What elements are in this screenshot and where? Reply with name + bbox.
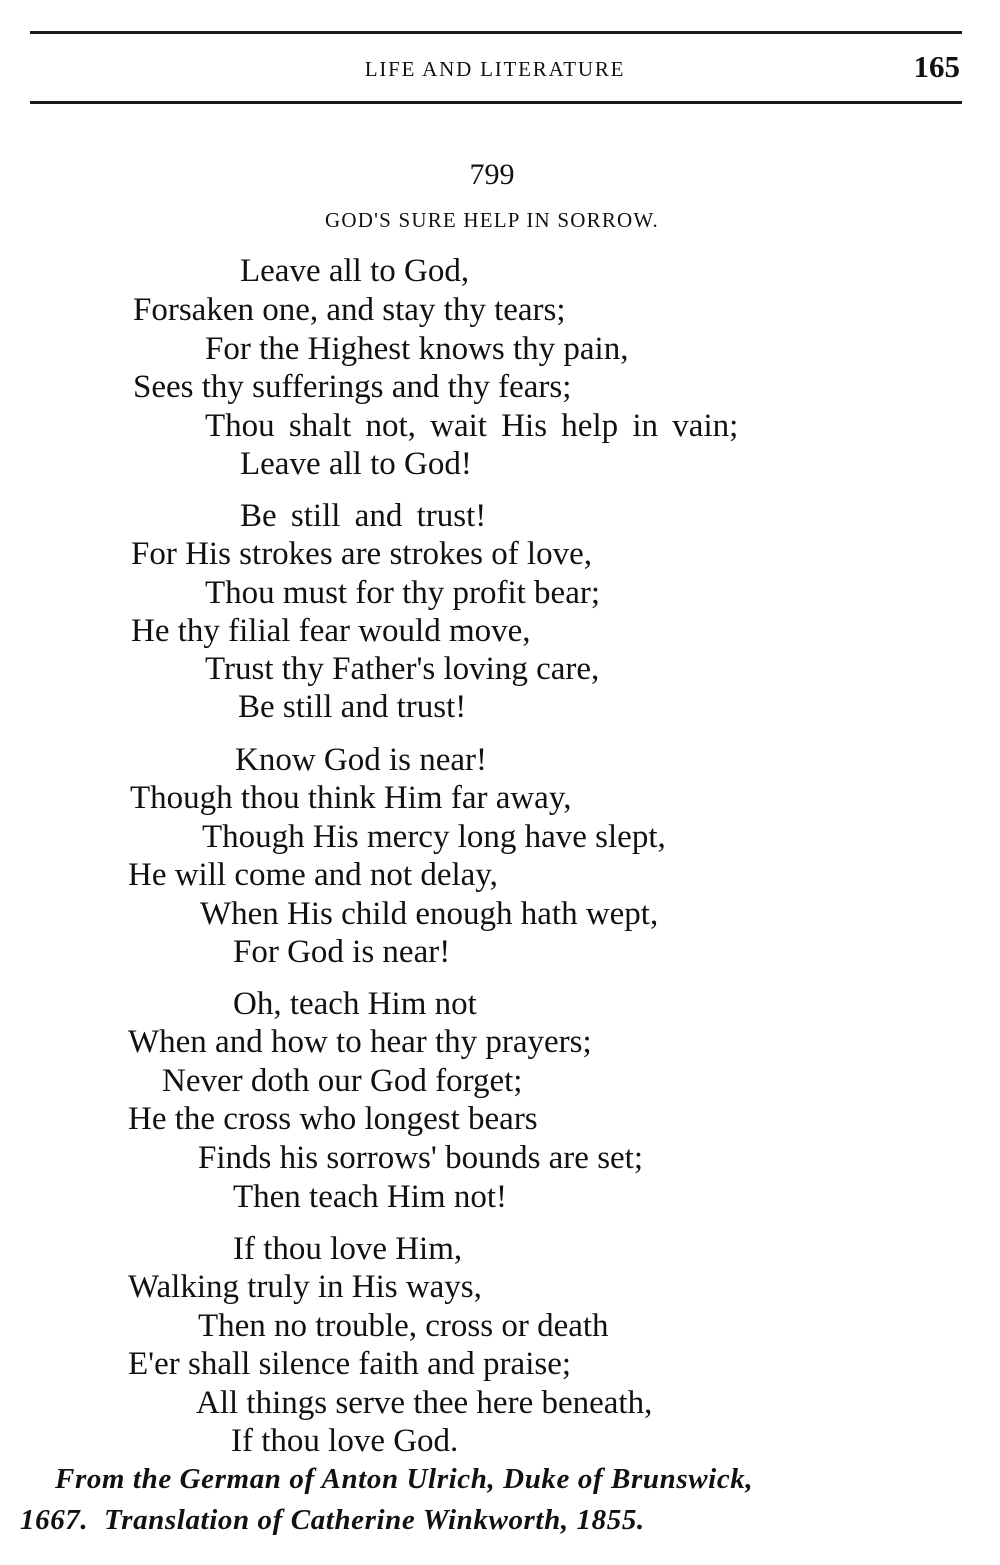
hymn-title: GOD'S SURE HELP IN SORROW. (325, 208, 659, 232)
verse-line: Thou must for thy profit bear; (205, 575, 601, 611)
verse-line: He the cross who longest bears (128, 1101, 538, 1137)
attribution-line: 1667. Translation of Catherine Winkworth, 1855. (20, 1504, 645, 1536)
verse-line: Leave all to God! (240, 446, 472, 482)
verse-line: E'er shall silence faith and praise; (128, 1346, 572, 1382)
page-number: 165 (913, 49, 960, 84)
attribution-line: From the German of Anton Ulrich, Duke of Brunswick, (55, 1463, 754, 1495)
running-head: LIFE AND LITERATURE (364, 57, 626, 81)
verse-line: Walking truly in His ways, (128, 1269, 482, 1305)
verse-line: Sees thy sufferings and thy fears; (133, 369, 572, 405)
verse-line: All things serve thee here beneath, (196, 1385, 653, 1421)
verse-line: Be still and trust! (238, 689, 467, 725)
verse-line: Oh, teach Him not (233, 986, 477, 1022)
verse-line: Be still and trust! (240, 498, 487, 534)
verse-line: Trust thy Father's loving care, (205, 651, 600, 687)
header-rule-bottom (30, 101, 962, 104)
verse-line: He will come and not delay, (128, 857, 498, 893)
verse-line: He thy filial fear would move, (131, 613, 531, 649)
verse-line: Never doth our God forget; (162, 1063, 523, 1099)
verse-line: When and how to hear thy prayers; (128, 1024, 592, 1060)
verse-line: Finds his sorrows' bounds are set; (198, 1140, 644, 1176)
verse-line: Then no trouble, cross or death (198, 1308, 609, 1344)
verse-line: Though His mercy long have slept, (202, 819, 666, 855)
verse-line: Then teach Him not! (233, 1179, 507, 1215)
verse-line: Thou shalt not, wait His help in vain; (205, 408, 739, 444)
verse-line: Forsaken one, and stay thy tears; (133, 292, 566, 328)
verse-line: If thou love Him, (233, 1231, 463, 1267)
verse-line: When His child enough hath wept, (200, 896, 659, 932)
header-rule-top (30, 31, 962, 34)
verse-line: For His strokes are strokes of love, (131, 536, 593, 572)
hymn-number: 799 (469, 158, 515, 191)
verse-line: For the Highest knows thy pain, (205, 331, 629, 367)
verse-line: Leave all to God, (240, 253, 470, 289)
verse-line: Know God is near! (235, 742, 488, 778)
verse-line: If thou love God. (231, 1423, 459, 1459)
verse-line: Though thou think Him far away, (130, 780, 572, 816)
verse-line: For God is near! (233, 934, 451, 970)
